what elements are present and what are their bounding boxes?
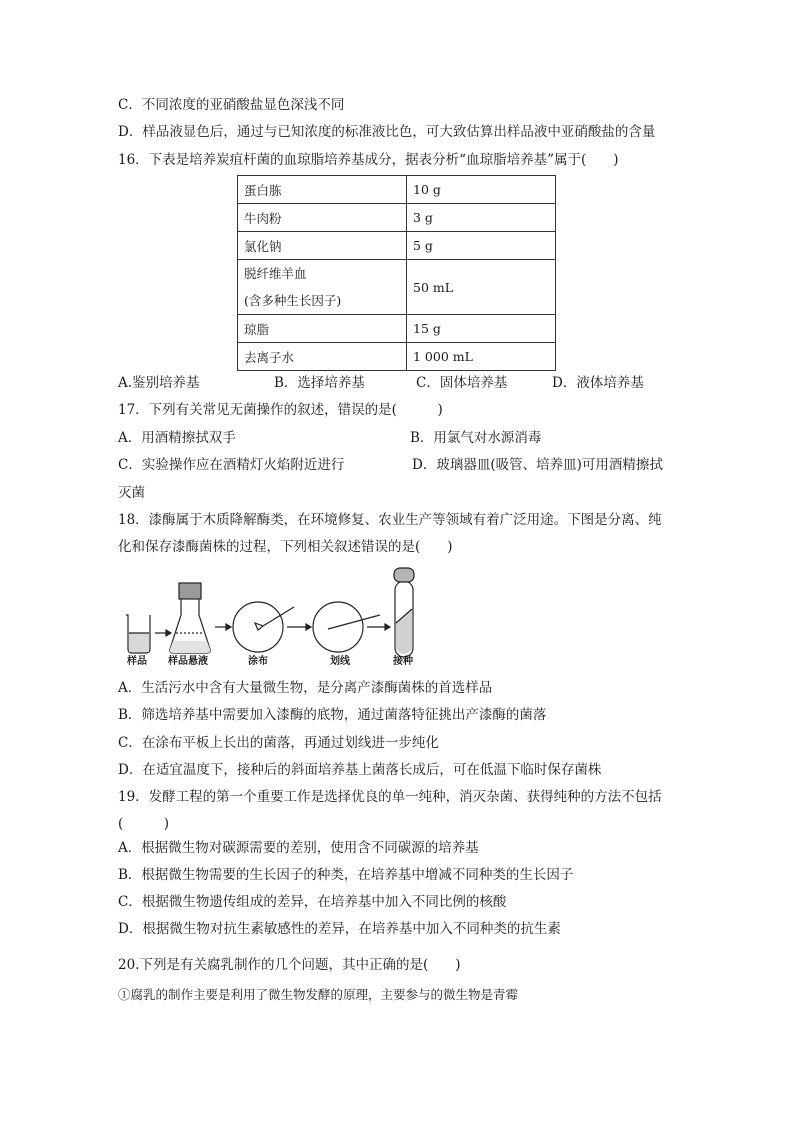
ingredient-amount: 3 g bbox=[407, 204, 556, 232]
ingredient-amount: 50 mL bbox=[407, 260, 556, 315]
ingredient-name: 琼脂 bbox=[238, 315, 407, 343]
q15-option-c: C．不同浓度的亚硝酸盐显色深浅不同 bbox=[118, 97, 345, 113]
q17-option-a: A．用酒精擦拭双手 bbox=[118, 430, 236, 446]
q17-option-c: C．实验操作应在酒精灯火焰附近进行 bbox=[118, 457, 345, 473]
q19-stem-line2: ( ) bbox=[118, 816, 170, 832]
figure-label-suspension: 样品悬液 bbox=[168, 656, 208, 667]
q19-stem-line1: 19．发酵工程的第一个重要工作是选择优良的单一纯种，消灭杂菌、获得纯种的方法不包括 bbox=[118, 789, 662, 805]
q16-option-b: B．选择培养基 bbox=[274, 375, 365, 391]
q17-stem: 17．下列有关常见无菌操作的叙述，错误的是( ) bbox=[118, 402, 443, 418]
ingredient-name: 氯化钠 bbox=[238, 232, 407, 260]
ingredient-name: 蛋白胨 bbox=[238, 176, 407, 204]
q16-option-d: D．液体培养基 bbox=[552, 375, 644, 391]
table-row bbox=[238, 343, 556, 371]
q15-option-d: D．样品液显色后，通过与已知浓度的标准液比色，可大致估算出样品液中亚硝酸盐的含量 bbox=[118, 124, 656, 140]
media-composition-table bbox=[237, 175, 556, 371]
ingredient-amount: 10 g bbox=[407, 176, 556, 204]
q20-item-1: ①腐乳的制作主要是利用了微生物发酵的原理，主要参与的微生物是青霉 bbox=[118, 987, 519, 1002]
ingredient-name-line2: (含多种生长因子) bbox=[244, 293, 342, 308]
q18-option-b: B．筛选培养基中需要加入漆酶的底物，通过菌落特征挑出产漆酶的菌落 bbox=[118, 707, 547, 723]
q16-option-c: C．固体培养基 bbox=[416, 375, 508, 391]
ingredient-amount: 5 g bbox=[407, 232, 556, 260]
figure-label-spread: 涂布 bbox=[248, 656, 268, 667]
figure-label-inoculate: 接种 bbox=[393, 656, 413, 667]
ingredient-name-line1: 脱纤维羊血 bbox=[244, 266, 307, 281]
q18-stem-line2: 化和保存漆酶菌株的过程，下列相关叙述错误的是( ) bbox=[118, 539, 453, 555]
ingredient-amount: 15 g bbox=[407, 315, 556, 343]
q18-option-a: A．生活污水中含有大量微生物，是分离产漆酶菌株的首选样品 bbox=[118, 680, 493, 696]
figure-label-streak: 划线 bbox=[330, 656, 350, 667]
table-row bbox=[238, 176, 556, 204]
q17-option-b: B．用氯气对水源消毒 bbox=[410, 430, 542, 446]
q17-option-d: D．玻璃器皿(吸管、培养皿)可用酒精擦拭 bbox=[412, 457, 663, 473]
q18-option-d: D．在适宜温度下，接种后的斜面培养基上菌落长成后，可在低温下临时保存菌株 bbox=[118, 762, 602, 778]
q18-stem-line1: 18．漆酶属于木质降解酶类，在环境修复、农业生产等领域有着广泛用途。下图是分离、纯 bbox=[118, 512, 662, 528]
flask-icon bbox=[170, 583, 210, 653]
ingredient-amount: 1 000 mL bbox=[407, 343, 556, 371]
isolation-process-figure bbox=[118, 563, 428, 673]
table-row bbox=[238, 260, 556, 315]
q19-option-a: A．根据微生物对碳源需要的差别，使用含不同碳源的培养基 bbox=[118, 840, 479, 856]
q18-option-c: C．在涂布平板上长出的菌落，再通过划线进一步纯化 bbox=[118, 735, 439, 751]
spread-plate-icon bbox=[233, 602, 294, 652]
q19-option-b: B．根据微生物需要的生长因子的种类，在培养基中增减不同种类的生长因子 bbox=[118, 867, 574, 883]
q17-option-d-continued: 灭菌 bbox=[118, 485, 145, 501]
q19-option-d: D．根据微生物对抗生素敏感性的差异，在培养基中加入不同种类的抗生素 bbox=[118, 921, 561, 937]
table-row bbox=[238, 315, 556, 343]
ingredient-name: 去离子水 bbox=[238, 343, 407, 371]
test-tube-icon bbox=[394, 568, 414, 657]
ingredient-name: 牛肉粉 bbox=[238, 204, 407, 232]
q16-option-a: A.鉴别培养基 bbox=[118, 375, 200, 391]
q16-stem: 16．下表是培养炭疽杆菌的血琼脂培养基成分，据表分析“血琼脂培养基”属于( ) bbox=[118, 152, 619, 168]
q19-option-c: C．根据微生物遗传组成的差异，在培养基中加入不同比例的核酸 bbox=[118, 894, 507, 910]
table-row bbox=[238, 232, 556, 260]
q20-stem: 20.下列是有关腐乳制作的几个问题，其中正确的是( ) bbox=[118, 957, 461, 973]
table-row bbox=[238, 204, 556, 232]
ingredient-name bbox=[238, 260, 407, 315]
figure-label-sample: 样品 bbox=[127, 656, 147, 667]
beaker-icon bbox=[126, 615, 150, 653]
